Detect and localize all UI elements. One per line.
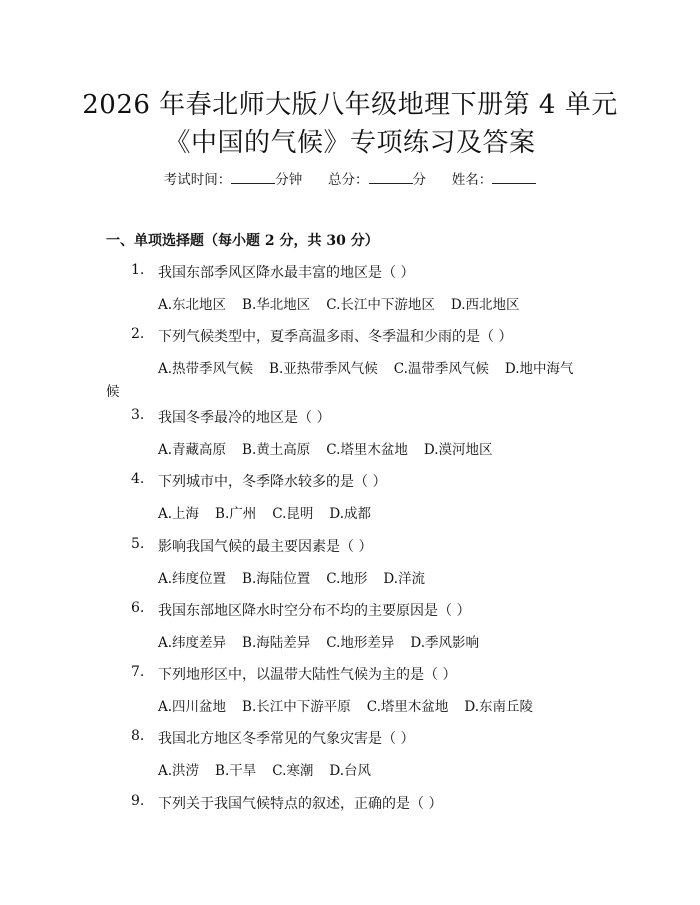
- option-a[interactable]: A.热带季风气候: [158, 361, 254, 377]
- option-b[interactable]: B.长江中下游平原: [242, 699, 351, 715]
- question-text: 影响我国气候的最主要因素是（ ）: [158, 539, 373, 555]
- question-text: 我国东部地区降水时空分布不均的主要原因是（ ）: [158, 603, 471, 619]
- option-d[interactable]: D.台风: [329, 763, 372, 779]
- question-text: 下列地形区中，以温带大陆性气候为主的是（ ）: [158, 667, 457, 683]
- question-text: 我国东部季风区降水最丰富的地区是（ ）: [158, 265, 415, 281]
- time-label: 考试时间：: [163, 172, 232, 188]
- question-options: [158, 293, 536, 313]
- question-number: 3.: [131, 407, 145, 423]
- question-options: [158, 502, 387, 522]
- name-blank: [492, 171, 536, 184]
- question-number: 2.: [131, 326, 145, 342]
- option-d[interactable]: D.东南丘陵: [464, 699, 534, 715]
- question-text: 我国北方地区冬季常见的气象灾害是（ ）: [158, 731, 415, 747]
- option-a[interactable]: A.东北地区: [158, 297, 227, 313]
- option-d[interactable]: D.地中海气: [504, 361, 574, 377]
- question-options: [158, 759, 387, 779]
- question-text: 我国冬季最冷的地区是（ ）: [158, 410, 331, 426]
- option-b[interactable]: B.干旱: [215, 763, 257, 779]
- name-label: 姓名：: [451, 172, 493, 188]
- question-options: [158, 567, 441, 587]
- question-number: 5.: [131, 536, 145, 552]
- question-number: 1.: [131, 262, 145, 278]
- option-a[interactable]: A.四川盆地: [158, 699, 227, 715]
- section-heading: 一、单项选择题（每小题 2 分，共 30 分）: [106, 233, 379, 249]
- option-b[interactable]: B.广州: [215, 506, 257, 522]
- option-a[interactable]: A.洪涝: [158, 763, 200, 779]
- option-d[interactable]: D.季风影响: [410, 635, 480, 651]
- question-text: 下列关于我国气候特点的叙述，正确的是（ ）: [158, 796, 443, 812]
- option-c[interactable]: C.地形差异: [326, 635, 395, 651]
- question-number: 6.: [131, 600, 145, 616]
- option-c[interactable]: C.塔里木盆地: [366, 699, 449, 715]
- option-d[interactable]: D.成都: [329, 506, 372, 522]
- question-options: [158, 631, 495, 651]
- option-b[interactable]: B.海陆差异: [242, 635, 311, 651]
- question-options: [158, 357, 590, 377]
- question-options: [158, 438, 509, 458]
- score-unit: 分: [412, 172, 426, 188]
- score-label: 总分：: [328, 172, 369, 188]
- option-wrap-continuation: 候: [106, 384, 120, 400]
- option-a[interactable]: A.纬度位置: [158, 571, 227, 587]
- exam-meta: [0, 168, 700, 188]
- score-blank: [369, 171, 413, 184]
- question-number: 9.: [131, 793, 145, 809]
- time-unit: 分钟: [275, 172, 303, 188]
- option-b[interactable]: B.华北地区: [242, 297, 311, 313]
- option-d[interactable]: D.洋流: [383, 571, 426, 587]
- question-text: 下列气候类型中，夏季高温多雨、冬季温和少雨的是（ ）: [158, 329, 513, 345]
- question-options: [158, 695, 549, 715]
- question-text: 下列城市中，冬季降水较多的是（ ）: [158, 474, 387, 490]
- option-b[interactable]: B.亚热带季风气候: [269, 361, 378, 377]
- option-a[interactable]: A.上海: [158, 506, 200, 522]
- title-line-2: 《中国的气候》专项练习及答案: [164, 128, 536, 158]
- question-number: 7.: [131, 664, 145, 680]
- option-a[interactable]: A.青藏高原: [158, 442, 227, 458]
- time-blank: [231, 171, 275, 184]
- option-b[interactable]: B.黄土高原: [242, 442, 311, 458]
- option-a[interactable]: A.纬度差异: [158, 635, 227, 651]
- option-d[interactable]: D.西北地区: [450, 297, 520, 313]
- option-c[interactable]: C.温带季风气候: [393, 361, 489, 377]
- question-number: 4.: [131, 471, 145, 487]
- option-c[interactable]: C.寒潮: [272, 763, 314, 779]
- option-c[interactable]: C.昆明: [272, 506, 314, 522]
- option-c[interactable]: C.长江中下游地区: [326, 297, 435, 313]
- option-c[interactable]: C.塔里木盆地: [326, 442, 408, 458]
- question-number: 8.: [131, 728, 145, 744]
- option-d[interactable]: D.漠河地区: [423, 442, 493, 458]
- option-c[interactable]: C.地形: [326, 571, 368, 587]
- title-line-1: 2026 年春北师大版八年级地理下册第 4 单元: [82, 90, 618, 120]
- option-b[interactable]: B.海陆位置: [242, 571, 311, 587]
